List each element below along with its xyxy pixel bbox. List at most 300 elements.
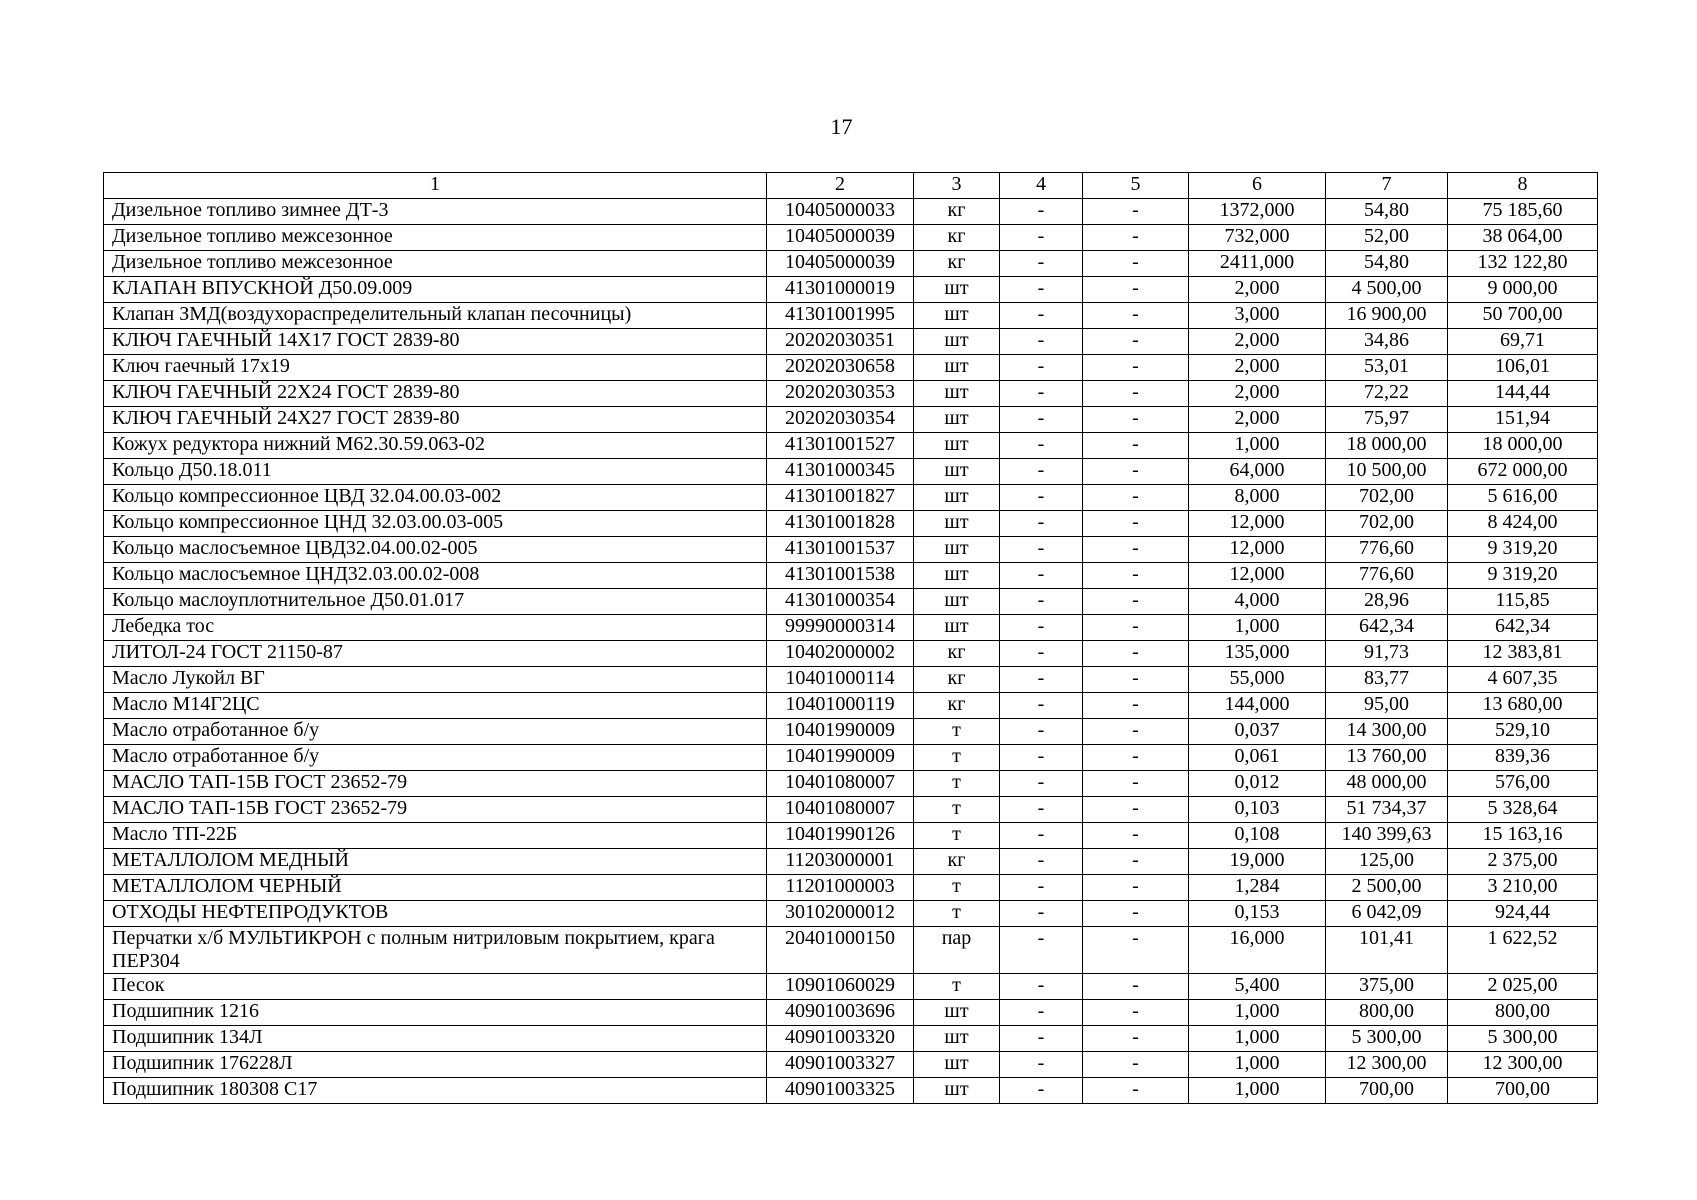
table-row — [104, 823, 1598, 849]
amount-cell: 18 000,00 — [1448, 433, 1598, 459]
unit-cell: т — [914, 901, 1000, 927]
item-code-cell: 10401000114 — [767, 667, 914, 693]
unit-cell: кг — [914, 667, 1000, 693]
quantity-cell: 8,000 — [1189, 485, 1326, 511]
price-cell: 702,00 — [1326, 511, 1448, 537]
unit-cell: шт — [914, 1000, 1000, 1026]
amount-cell: 106,01 — [1448, 355, 1598, 381]
table-row — [104, 1052, 1598, 1078]
table-row — [104, 225, 1598, 251]
table-row — [104, 1078, 1598, 1104]
price-cell: 5 300,00 — [1326, 1026, 1448, 1052]
price-cell: 34,86 — [1326, 329, 1448, 355]
item-code-cell: 20202030658 — [767, 355, 914, 381]
table-row — [104, 303, 1598, 329]
unit-cell: т — [914, 771, 1000, 797]
price-cell: 48 000,00 — [1326, 771, 1448, 797]
amount-cell: 5 328,64 — [1448, 797, 1598, 823]
price-cell: 700,00 — [1326, 1078, 1448, 1104]
amount-cell: 132 122,80 — [1448, 251, 1598, 277]
item-code-cell: 10402000002 — [767, 641, 914, 667]
col4-cell: - — [1000, 511, 1083, 537]
amount-cell: 800,00 — [1448, 1000, 1598, 1026]
price-cell: 2 500,00 — [1326, 875, 1448, 901]
amount-cell: 529,10 — [1448, 719, 1598, 745]
col4-cell: - — [1000, 745, 1083, 771]
quantity-cell: 135,000 — [1189, 641, 1326, 667]
amount-cell: 144,44 — [1448, 381, 1598, 407]
unit-cell: шт — [914, 329, 1000, 355]
table-row — [104, 641, 1598, 667]
col5-cell: - — [1083, 277, 1189, 303]
table-row — [104, 329, 1598, 355]
item-name-cell: МЕТАЛЛОЛОМ ЧЕРНЫЙ — [104, 875, 767, 901]
price-cell: 91,73 — [1326, 641, 1448, 667]
item-name-cell: Масло М14Г2ЦС — [104, 693, 767, 719]
quantity-cell: 1,000 — [1189, 1052, 1326, 1078]
quantity-cell: 0,108 — [1189, 823, 1326, 849]
price-cell: 125,00 — [1326, 849, 1448, 875]
unit-cell: шт — [914, 407, 1000, 433]
col4-cell: - — [1000, 251, 1083, 277]
amount-cell: 924,44 — [1448, 901, 1598, 927]
item-code-cell: 20202030351 — [767, 329, 914, 355]
item-code-cell: 41301001995 — [767, 303, 914, 329]
item-name-cell: Подшипник 1216 — [104, 1000, 767, 1026]
item-code-cell: 10401080007 — [767, 797, 914, 823]
col4-cell: - — [1000, 537, 1083, 563]
price-cell: 75,97 — [1326, 407, 1448, 433]
col4-cell: - — [1000, 693, 1083, 719]
price-cell: 776,60 — [1326, 563, 1448, 589]
col4-cell: - — [1000, 1000, 1083, 1026]
price-cell: 375,00 — [1326, 974, 1448, 1000]
inventory-table — [103, 172, 1598, 1104]
quantity-cell: 4,000 — [1189, 589, 1326, 615]
col4-cell: - — [1000, 823, 1083, 849]
table-row — [104, 1000, 1598, 1026]
price-cell: 51 734,37 — [1326, 797, 1448, 823]
price-cell: 702,00 — [1326, 485, 1448, 511]
price-cell: 16 900,00 — [1326, 303, 1448, 329]
unit-cell: шт — [914, 511, 1000, 537]
amount-cell: 5 616,00 — [1448, 485, 1598, 511]
amount-cell: 50 700,00 — [1448, 303, 1598, 329]
quantity-cell: 2411,000 — [1189, 251, 1326, 277]
amount-cell: 9 000,00 — [1448, 277, 1598, 303]
item-name-cell: Ключ гаечный 17х19 — [104, 355, 767, 381]
col5-cell: - — [1083, 251, 1189, 277]
table-row — [104, 974, 1598, 1000]
col5-cell: - — [1083, 693, 1189, 719]
col5-cell: - — [1083, 1052, 1189, 1078]
quantity-cell: 12,000 — [1189, 563, 1326, 589]
item-code-cell: 10401080007 — [767, 771, 914, 797]
quantity-cell: 2,000 — [1189, 355, 1326, 381]
amount-cell: 5 300,00 — [1448, 1026, 1598, 1052]
table-row — [104, 355, 1598, 381]
price-cell: 4 500,00 — [1326, 277, 1448, 303]
item-code-cell: 11201000003 — [767, 875, 914, 901]
column-header: 1 — [104, 173, 767, 199]
table-row — [104, 433, 1598, 459]
quantity-cell: 2,000 — [1189, 329, 1326, 355]
item-name-cell: Подшипник 176228Л — [104, 1052, 767, 1078]
table-row — [104, 485, 1598, 511]
item-name-cell: КЛЮЧ ГАЕЧНЫЙ 22Х24 ГОСТ 2839-80 — [104, 381, 767, 407]
col4-cell: - — [1000, 1052, 1083, 1078]
col5-cell: - — [1083, 823, 1189, 849]
table-row — [104, 407, 1598, 433]
col5-cell: - — [1083, 407, 1189, 433]
quantity-cell: 1,000 — [1189, 1000, 1326, 1026]
amount-cell: 12 383,81 — [1448, 641, 1598, 667]
amount-cell: 672 000,00 — [1448, 459, 1598, 485]
quantity-cell: 0,103 — [1189, 797, 1326, 823]
table-row — [104, 667, 1598, 693]
amount-cell: 839,36 — [1448, 745, 1598, 771]
price-cell: 10 500,00 — [1326, 459, 1448, 485]
amount-cell: 151,94 — [1448, 407, 1598, 433]
item-code-cell: 10901060029 — [767, 974, 914, 1000]
quantity-cell: 1372,000 — [1189, 199, 1326, 225]
unit-cell: шт — [914, 459, 1000, 485]
amount-cell: 8 424,00 — [1448, 511, 1598, 537]
item-name-cell: Кольцо маслоуплотнительное Д50.01.017 — [104, 589, 767, 615]
col4-cell: - — [1000, 641, 1083, 667]
amount-cell: 2 375,00 — [1448, 849, 1598, 875]
col4-cell: - — [1000, 355, 1083, 381]
item-name-cell: Кольцо маслосъемное ЦВД32.04.00.02-005 — [104, 537, 767, 563]
col4-cell: - — [1000, 927, 1083, 974]
col4-cell: - — [1000, 277, 1083, 303]
amount-cell: 1 622,52 — [1448, 927, 1598, 974]
amount-cell: 2 025,00 — [1448, 974, 1598, 1000]
amount-cell: 576,00 — [1448, 771, 1598, 797]
unit-cell: шт — [914, 485, 1000, 511]
item-name-cell: Клапан ЗМД(воздухораспределительный клапан песочницы) — [104, 303, 767, 329]
quantity-cell: 2,000 — [1189, 407, 1326, 433]
item-code-cell: 10401990009 — [767, 745, 914, 771]
col5-cell: - — [1083, 849, 1189, 875]
unit-cell: кг — [914, 199, 1000, 225]
quantity-cell: 12,000 — [1189, 511, 1326, 537]
quantity-cell: 16,000 — [1189, 927, 1326, 974]
unit-cell: кг — [914, 693, 1000, 719]
unit-cell: кг — [914, 849, 1000, 875]
price-cell: 6 042,09 — [1326, 901, 1448, 927]
col4-cell: - — [1000, 563, 1083, 589]
col5-cell: - — [1083, 485, 1189, 511]
col4-cell: - — [1000, 719, 1083, 745]
item-name-cell: КЛЮЧ ГАЕЧНЫЙ 24Х27 ГОСТ 2839-80 — [104, 407, 767, 433]
col4-cell: - — [1000, 459, 1083, 485]
col4-cell: - — [1000, 901, 1083, 927]
quantity-cell: 5,400 — [1189, 974, 1326, 1000]
amount-cell: 69,71 — [1448, 329, 1598, 355]
quantity-cell: 1,000 — [1189, 1026, 1326, 1052]
col4-cell: - — [1000, 381, 1083, 407]
table-row — [104, 849, 1598, 875]
col4-cell: - — [1000, 1026, 1083, 1052]
col4-cell: - — [1000, 875, 1083, 901]
col5-cell: - — [1083, 329, 1189, 355]
table-row — [104, 381, 1598, 407]
item-name-cell: ЛИТОЛ-24 ГОСТ 21150-87 — [104, 641, 767, 667]
col4-cell: - — [1000, 974, 1083, 1000]
quantity-cell: 64,000 — [1189, 459, 1326, 485]
col5-cell: - — [1083, 199, 1189, 225]
table-row — [104, 511, 1598, 537]
unit-cell: кг — [914, 251, 1000, 277]
col5-cell: - — [1083, 355, 1189, 381]
col4-cell: - — [1000, 615, 1083, 641]
col5-cell: - — [1083, 974, 1189, 1000]
table-row — [104, 901, 1598, 927]
col4-cell: - — [1000, 589, 1083, 615]
quantity-cell: 2,000 — [1189, 381, 1326, 407]
price-cell: 13 760,00 — [1326, 745, 1448, 771]
price-cell: 18 000,00 — [1326, 433, 1448, 459]
item-code-cell: 40901003327 — [767, 1052, 914, 1078]
col5-cell: - — [1083, 511, 1189, 537]
quantity-cell: 1,284 — [1189, 875, 1326, 901]
item-code-cell: 20202030354 — [767, 407, 914, 433]
col4-cell: - — [1000, 199, 1083, 225]
item-name-cell: Масло Лукойл ВГ — [104, 667, 767, 693]
quantity-cell: 0,061 — [1189, 745, 1326, 771]
col5-cell: - — [1083, 537, 1189, 563]
item-code-cell: 10401990009 — [767, 719, 914, 745]
col4-cell: - — [1000, 225, 1083, 251]
col5-cell: - — [1083, 433, 1189, 459]
amount-cell: 15 163,16 — [1448, 823, 1598, 849]
quantity-cell: 3,000 — [1189, 303, 1326, 329]
item-name-cell: Подшипник 134Л — [104, 1026, 767, 1052]
unit-cell: шт — [914, 381, 1000, 407]
unit-cell: шт — [914, 589, 1000, 615]
item-code-cell: 40901003696 — [767, 1000, 914, 1026]
col5-cell: - — [1083, 901, 1189, 927]
column-header: 3 — [914, 173, 1000, 199]
column-header: 6 — [1189, 173, 1326, 199]
table-row — [104, 589, 1598, 615]
quantity-cell: 1,000 — [1189, 433, 1326, 459]
item-code-cell: 20401000150 — [767, 927, 914, 974]
quantity-cell: 732,000 — [1189, 225, 1326, 251]
amount-cell: 115,85 — [1448, 589, 1598, 615]
quantity-cell: 19,000 — [1189, 849, 1326, 875]
table-row — [104, 563, 1598, 589]
amount-cell: 3 210,00 — [1448, 875, 1598, 901]
page-number-text: 17 — [830, 114, 853, 139]
item-code-cell: 30102000012 — [767, 901, 914, 927]
col4-cell: - — [1000, 303, 1083, 329]
amount-cell: 38 064,00 — [1448, 225, 1598, 251]
col5-cell: - — [1083, 589, 1189, 615]
item-code-cell: 10401000119 — [767, 693, 914, 719]
item-name-cell: Масло ТП-22Б — [104, 823, 767, 849]
column-header: 2 — [767, 173, 914, 199]
item-name-cell: Лебедка тос — [104, 615, 767, 641]
price-cell: 54,80 — [1326, 251, 1448, 277]
column-header: 8 — [1448, 173, 1598, 199]
price-cell: 800,00 — [1326, 1000, 1448, 1026]
table-row — [104, 459, 1598, 485]
amount-cell: 9 319,20 — [1448, 563, 1598, 589]
item-name-cell: Дизельное топливо межсезонное — [104, 225, 767, 251]
item-name-cell: МЕТАЛЛОЛОМ МЕДНЫЙ — [104, 849, 767, 875]
amount-cell: 642,34 — [1448, 615, 1598, 641]
item-name-cell: КЛАПАН ВПУСКНОЙ Д50.09.009 — [104, 277, 767, 303]
col5-cell: - — [1083, 797, 1189, 823]
unit-cell: шт — [914, 563, 1000, 589]
item-code-cell: 11203000001 — [767, 849, 914, 875]
item-code-cell: 10401990126 — [767, 823, 914, 849]
item-code-cell: 41301000345 — [767, 459, 914, 485]
item-name-cell: МАСЛО ТАП-15В ГОСТ 23652-79 — [104, 797, 767, 823]
col4-cell: - — [1000, 771, 1083, 797]
item-name-cell: Песок — [104, 974, 767, 1000]
item-name-cell: Дизельное топливо зимнее ДТ-3 — [104, 199, 767, 225]
col4-cell: - — [1000, 797, 1083, 823]
price-cell: 12 300,00 — [1326, 1052, 1448, 1078]
amount-cell: 4 607,35 — [1448, 667, 1598, 693]
item-code-cell: 10405000033 — [767, 199, 914, 225]
unit-cell: т — [914, 823, 1000, 849]
amount-cell: 13 680,00 — [1448, 693, 1598, 719]
col4-cell: - — [1000, 849, 1083, 875]
col5-cell: - — [1083, 225, 1189, 251]
table-row — [104, 771, 1598, 797]
amount-cell: 75 185,60 — [1448, 199, 1598, 225]
col4-cell: - — [1000, 485, 1083, 511]
table-row — [104, 277, 1598, 303]
item-code-cell: 41301000019 — [767, 277, 914, 303]
item-name-cell: МАСЛО ТАП-15В ГОСТ 23652-79 — [104, 771, 767, 797]
table-row — [104, 693, 1598, 719]
col5-cell: - — [1083, 303, 1189, 329]
table-row — [104, 875, 1598, 901]
item-code-cell: 40901003320 — [767, 1026, 914, 1052]
unit-cell: кг — [914, 641, 1000, 667]
quantity-cell: 1,000 — [1189, 615, 1326, 641]
unit-cell: шт — [914, 537, 1000, 563]
col4-cell: - — [1000, 329, 1083, 355]
column-header: 5 — [1083, 173, 1189, 199]
col5-cell: - — [1083, 667, 1189, 693]
quantity-cell: 0,012 — [1189, 771, 1326, 797]
item-name-cell: Масло отработанное б/у — [104, 745, 767, 771]
price-cell: 54,80 — [1326, 199, 1448, 225]
col4-cell: - — [1000, 667, 1083, 693]
quantity-cell: 0,153 — [1189, 901, 1326, 927]
item-name-cell: Кольцо Д50.18.011 — [104, 459, 767, 485]
col5-cell: - — [1083, 615, 1189, 641]
table-row — [104, 537, 1598, 563]
unit-cell: шт — [914, 277, 1000, 303]
price-cell: 53,01 — [1326, 355, 1448, 381]
unit-cell: т — [914, 875, 1000, 901]
item-name-cell: Масло отработанное б/у — [104, 719, 767, 745]
price-cell: 52,00 — [1326, 225, 1448, 251]
unit-cell: шт — [914, 355, 1000, 381]
item-code-cell: 40901003325 — [767, 1078, 914, 1104]
col5-cell: - — [1083, 641, 1189, 667]
unit-cell: т — [914, 797, 1000, 823]
unit-cell: шт — [914, 1078, 1000, 1104]
quantity-cell: 1,000 — [1189, 1078, 1326, 1104]
col5-cell: - — [1083, 745, 1189, 771]
table-row — [104, 927, 1598, 974]
quantity-cell: 12,000 — [1189, 537, 1326, 563]
table-row — [104, 719, 1598, 745]
item-name-cell: Дизельное топливо межсезонное — [104, 251, 767, 277]
table-row — [104, 251, 1598, 277]
unit-cell: т — [914, 745, 1000, 771]
table-row — [104, 745, 1598, 771]
amount-cell: 700,00 — [1448, 1078, 1598, 1104]
col5-cell: - — [1083, 927, 1189, 974]
unit-cell: шт — [914, 1026, 1000, 1052]
item-name-cell: Кольцо маслосъемное ЦНД32.03.00.02-008 — [104, 563, 767, 589]
item-code-cell: 41301001538 — [767, 563, 914, 589]
price-cell: 140 399,63 — [1326, 823, 1448, 849]
item-code-cell: 41301000354 — [767, 589, 914, 615]
item-code-cell: 10405000039 — [767, 225, 914, 251]
item-code-cell: 41301001828 — [767, 511, 914, 537]
item-name-cell: Перчатки х/б МУЛЬТИКРОН с полным нитриловым покрытием, крага ПЕР304 — [104, 927, 767, 974]
price-cell: 28,96 — [1326, 589, 1448, 615]
item-name-cell: Кольцо компрессионное ЦВД 32.04.00.03-002 — [104, 485, 767, 511]
item-code-cell: 41301001537 — [767, 537, 914, 563]
col5-cell: - — [1083, 459, 1189, 485]
quantity-cell: 2,000 — [1189, 277, 1326, 303]
item-code-cell: 41301001827 — [767, 485, 914, 511]
table-row — [104, 797, 1598, 823]
quantity-cell: 55,000 — [1189, 667, 1326, 693]
column-header: 7 — [1326, 173, 1448, 199]
col4-cell: - — [1000, 1078, 1083, 1104]
col5-cell: - — [1083, 381, 1189, 407]
col5-cell: - — [1083, 1078, 1189, 1104]
column-header: 4 — [1000, 173, 1083, 199]
price-cell: 642,34 — [1326, 615, 1448, 641]
item-code-cell: 10405000039 — [767, 251, 914, 277]
price-cell: 95,00 — [1326, 693, 1448, 719]
item-code-cell: 20202030353 — [767, 381, 914, 407]
col5-cell: - — [1083, 1000, 1189, 1026]
item-code-cell: 41301001527 — [767, 433, 914, 459]
item-code-cell: 99990000314 — [767, 615, 914, 641]
amount-cell: 12 300,00 — [1448, 1052, 1598, 1078]
item-name-cell: ОТХОДЫ НЕФТЕПРОДУКТОВ — [104, 901, 767, 927]
col5-cell: - — [1083, 719, 1189, 745]
quantity-cell: 144,000 — [1189, 693, 1326, 719]
col5-cell: - — [1083, 563, 1189, 589]
unit-cell: шт — [914, 433, 1000, 459]
unit-cell: пар — [914, 927, 1000, 974]
col4-cell: - — [1000, 407, 1083, 433]
price-cell: 776,60 — [1326, 537, 1448, 563]
item-name-cell: Кожух редуктора нижний М62.30.59.063-02 — [104, 433, 767, 459]
unit-cell: кг — [914, 225, 1000, 251]
page-number — [0, 116, 1697, 138]
col5-cell: - — [1083, 875, 1189, 901]
col4-cell: - — [1000, 433, 1083, 459]
amount-cell: 9 319,20 — [1448, 537, 1598, 563]
item-name-cell: КЛЮЧ ГАЕЧНЫЙ 14Х17 ГОСТ 2839-80 — [104, 329, 767, 355]
